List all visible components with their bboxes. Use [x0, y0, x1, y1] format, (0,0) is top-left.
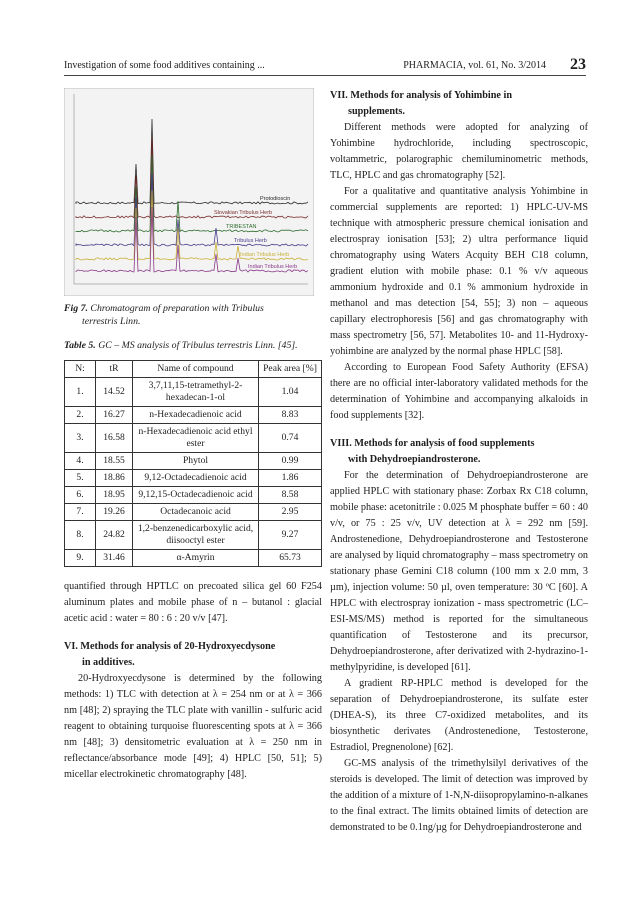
- cell-peak-area: 0.74: [259, 424, 322, 453]
- cell-n: 3.: [65, 424, 96, 453]
- section7-title-cont: supplements.: [348, 106, 405, 117]
- col-header-compound: Name of compound: [133, 361, 259, 378]
- cell-peak-area: 8.58: [259, 487, 322, 504]
- figure-caption: [64, 302, 322, 328]
- header-journal: PHARMACIA, vol. 61, No. 3/2014: [403, 60, 546, 71]
- cell-tr: 31.46: [96, 550, 133, 567]
- cell-tr: 18.86: [96, 470, 133, 487]
- page-number: 23: [570, 56, 586, 73]
- cell-n: 2.: [65, 407, 96, 424]
- table-row: [65, 453, 322, 470]
- cell-tr: 16.27: [96, 407, 133, 424]
- cell-tr: 18.55: [96, 453, 133, 470]
- tail-paragraph: quantified through HPTLC on precoated silica gel 60 F254 aluminum plates and mobile phase of n – butanol : glacial acetic acid : water = 80 : 6 : 20 v/v [47].: [64, 581, 322, 624]
- left-column: [64, 88, 322, 783]
- cell-peak-area: 1.86: [259, 470, 322, 487]
- figure-caption-label: Fig 7.: [64, 303, 88, 314]
- right-column: [330, 88, 588, 836]
- cell-compound: 9,12,15-Octadecadienoic acid: [133, 487, 259, 504]
- running-header: [64, 56, 586, 74]
- cell-compound: 9,12-Octadecadienoic acid: [133, 470, 259, 487]
- cell-compound: 3,7,11,15-tetramethyl-2-hexadecan-1-ol: [133, 378, 259, 407]
- table-header-row: [65, 361, 322, 378]
- table-caption-label: Table 5.: [64, 340, 96, 351]
- cell-peak-area: 0.99: [259, 453, 322, 470]
- cell-compound: Phytol: [133, 453, 259, 470]
- cell-peak-area: 2.95: [259, 504, 322, 521]
- cell-n: 5.: [65, 470, 96, 487]
- table-row: [65, 521, 322, 550]
- cell-tr: 24.82: [96, 521, 133, 550]
- gcms-table: [64, 360, 322, 567]
- table-row: [65, 378, 322, 407]
- table-row: [65, 424, 322, 453]
- cell-n: 8.: [65, 521, 96, 550]
- col-header-peak-area: Peak area [%]: [259, 361, 322, 378]
- cell-tr: 19.26: [96, 504, 133, 521]
- section7-paragraph-2: For a qualitative and quantitative analysis Yohimbine in commercial supplements are reported: 1) HPLC-UV-MS technique with atmospheric pressure chemical ionisation and electrospray ionisation [53]; 2) ultra performance liquid chromatography using Waters Acquity BEH C18 column, gradient elution with mobile phase: 0.1 % v/v aqueous ammonium hydroxide and 0.1 % ammonium hydroxide in methanol and mas detection [54, 55]; 3) non – aqueous capillary electrophoresis [56] and gas chromatography with mass spectrometry [56, 57]. Metabolites 10- and 11-Hydroxy-yohimbine are analyzed by the normal phase HPLC [58].: [330, 186, 588, 357]
- cell-peak-area: 8.83: [259, 407, 322, 424]
- section7-paragraph-3: According to European Food Safety Authority (EFSA) there are no official inter-laboratory validated methods for the determination of Yohimbine and accompanying alkaloids in food supplements [32].: [330, 362, 588, 421]
- trace-label: Indian Tribulus Herb: [240, 252, 290, 258]
- chromatogram-figure: [64, 88, 314, 296]
- trace-label: TRIBESTAN: [226, 224, 257, 230]
- trace-label: Tribulus Herb: [234, 238, 267, 244]
- cell-peak-area: 1.04: [259, 378, 322, 407]
- figure-caption-line2: terrestris Linn.: [82, 316, 141, 327]
- table-row: [65, 470, 322, 487]
- figure-caption-line1: Chromatogram of preparation with Tribulus: [90, 303, 264, 314]
- cell-peak-area: 65.73: [259, 550, 322, 567]
- header-title: Investigation of some food additives containing ...: [64, 60, 265, 71]
- section8-paragraph-1: For the determination of Dehydroepiandrosterone are applied HPLC with stationary phase: Zorbax Rx C18 column, mobile phase: acetonitrile : 0.025 M phosphate buffer = 60 : 40 v/v, or 75 : 25 v/v, UV detection at λ = 292 nm [59]. Androstenedione, Dehydroepiandrosterone and Testosterone are analysed by liquid chromatography – mass spectrometry on stationary phase Gemini C18 column (100 mm x 2.0 mm, 3 µm), injection volume: 50 µl, oven temperature: 30 ºC [60]. A HPLC with electrospray ionization - mass spectrometric (LC–ESI-MS/MS) method is reported for the simultaneous quantification of Testosterone and its precursor, Dehydroepiandrosterone, after derivatized with 2-hydrazino-1-methylpyridine, is developed [61].: [330, 470, 589, 673]
- cell-compound: n-Hexadecadienoic acid: [133, 407, 259, 424]
- trace-label: Indian Tribulus Herb: [248, 264, 298, 270]
- section8-paragraph-2: A gradient RP-HPLC method is developed for the separation of Dehydroepiandrosterone, its sulfate ester (DHEA-S), its three C7-oxidized metabolites, and its biosynthetic derivates (Androstenedione, Testosterone, Estradiol, Pregnenolone) [62].: [330, 678, 588, 753]
- table-row: [65, 487, 322, 504]
- section6-paragraph: 20-Hydroxyecdysone is determined by the following methods: 1) TLC with detection at λ = 254 nm or at λ = 366 nm [48]; 2) spraying the TLC plate with vanillin - sulfuric acid reagent to obtaining turquoise fluorescenting spots at λ = 366 nm [48]; 3) densitometric evaluation at λ = 250 nm in reflectance/absorbance mode [49]; 4) HPLC [50, 51]; 5) micellar electrokinetic chromatography [48].: [64, 673, 322, 780]
- cell-n: 7.: [65, 504, 96, 521]
- header-rule: [64, 75, 586, 76]
- section8-paragraph-3: GC-MS analysis of the trimethylsilyl derivatives of the steroids is developed. The limit of detection was improved by the addition of a mixture of 1-N,N-diisopropylamino-n-alkanes to the final extract. The limits obtained limits of detection are demonstrated to be 0.1ng/µg for Dehydroepiandrosterone and: [330, 758, 588, 833]
- section8-title: VIII. Methods for analysis of food supplements: [330, 438, 535, 449]
- cell-compound: n-Hexadecadienoic acid ethyl ester: [133, 424, 259, 453]
- cell-compound: Octadecanoic acid: [133, 504, 259, 521]
- cell-compound: α-Amyrin: [133, 550, 259, 567]
- section8-title-cont: with Dehydroepiandrosterone.: [348, 454, 481, 465]
- table-row: [65, 407, 322, 424]
- section6-title: VI. Methods for analysis of 20-Hydroxyecdysone: [64, 641, 276, 652]
- cell-n: 6.: [65, 487, 96, 504]
- section6-title-cont: in additives.: [82, 657, 135, 668]
- table-caption-text: GC – MS analysis of Tribulus terrestris Linn. [45].: [98, 340, 298, 351]
- trace-label: Protodioscin: [260, 196, 291, 202]
- table-row: [65, 504, 322, 521]
- table-body: [65, 378, 322, 567]
- trace-label: Slovakian Tribulus Herb: [214, 210, 273, 216]
- table-row: [65, 550, 322, 567]
- cell-peak-area: 9.27: [259, 521, 322, 550]
- cell-tr: 16.58: [96, 424, 133, 453]
- col-header-tr: tR: [96, 361, 133, 378]
- col-header-n: N:: [65, 361, 96, 378]
- cell-tr: 18.95: [96, 487, 133, 504]
- cell-n: 4.: [65, 453, 96, 470]
- section7-heading: [330, 88, 588, 120]
- section7-paragraph-1: Different methods were adopted for analyzing of Yohimbine hydrochloride, including spectroscopic, voltammetric, polarographic chemiluminometric methods, TLC, HPLC and gas chromatography [52].: [330, 122, 588, 181]
- section7-title: VII. Methods for analysis of Yohimbine in: [330, 90, 512, 101]
- cell-n: 9.: [65, 550, 96, 567]
- cell-n: 1.: [65, 378, 96, 407]
- chromatogram-plot: [64, 88, 314, 296]
- cell-compound: 1,2-benzenedicarboxylic acid, diisooctyl ester: [133, 521, 259, 550]
- table-caption: [64, 338, 322, 354]
- section8-heading: [330, 436, 588, 468]
- cell-tr: 14.52: [96, 378, 133, 407]
- section6-heading: [64, 639, 322, 671]
